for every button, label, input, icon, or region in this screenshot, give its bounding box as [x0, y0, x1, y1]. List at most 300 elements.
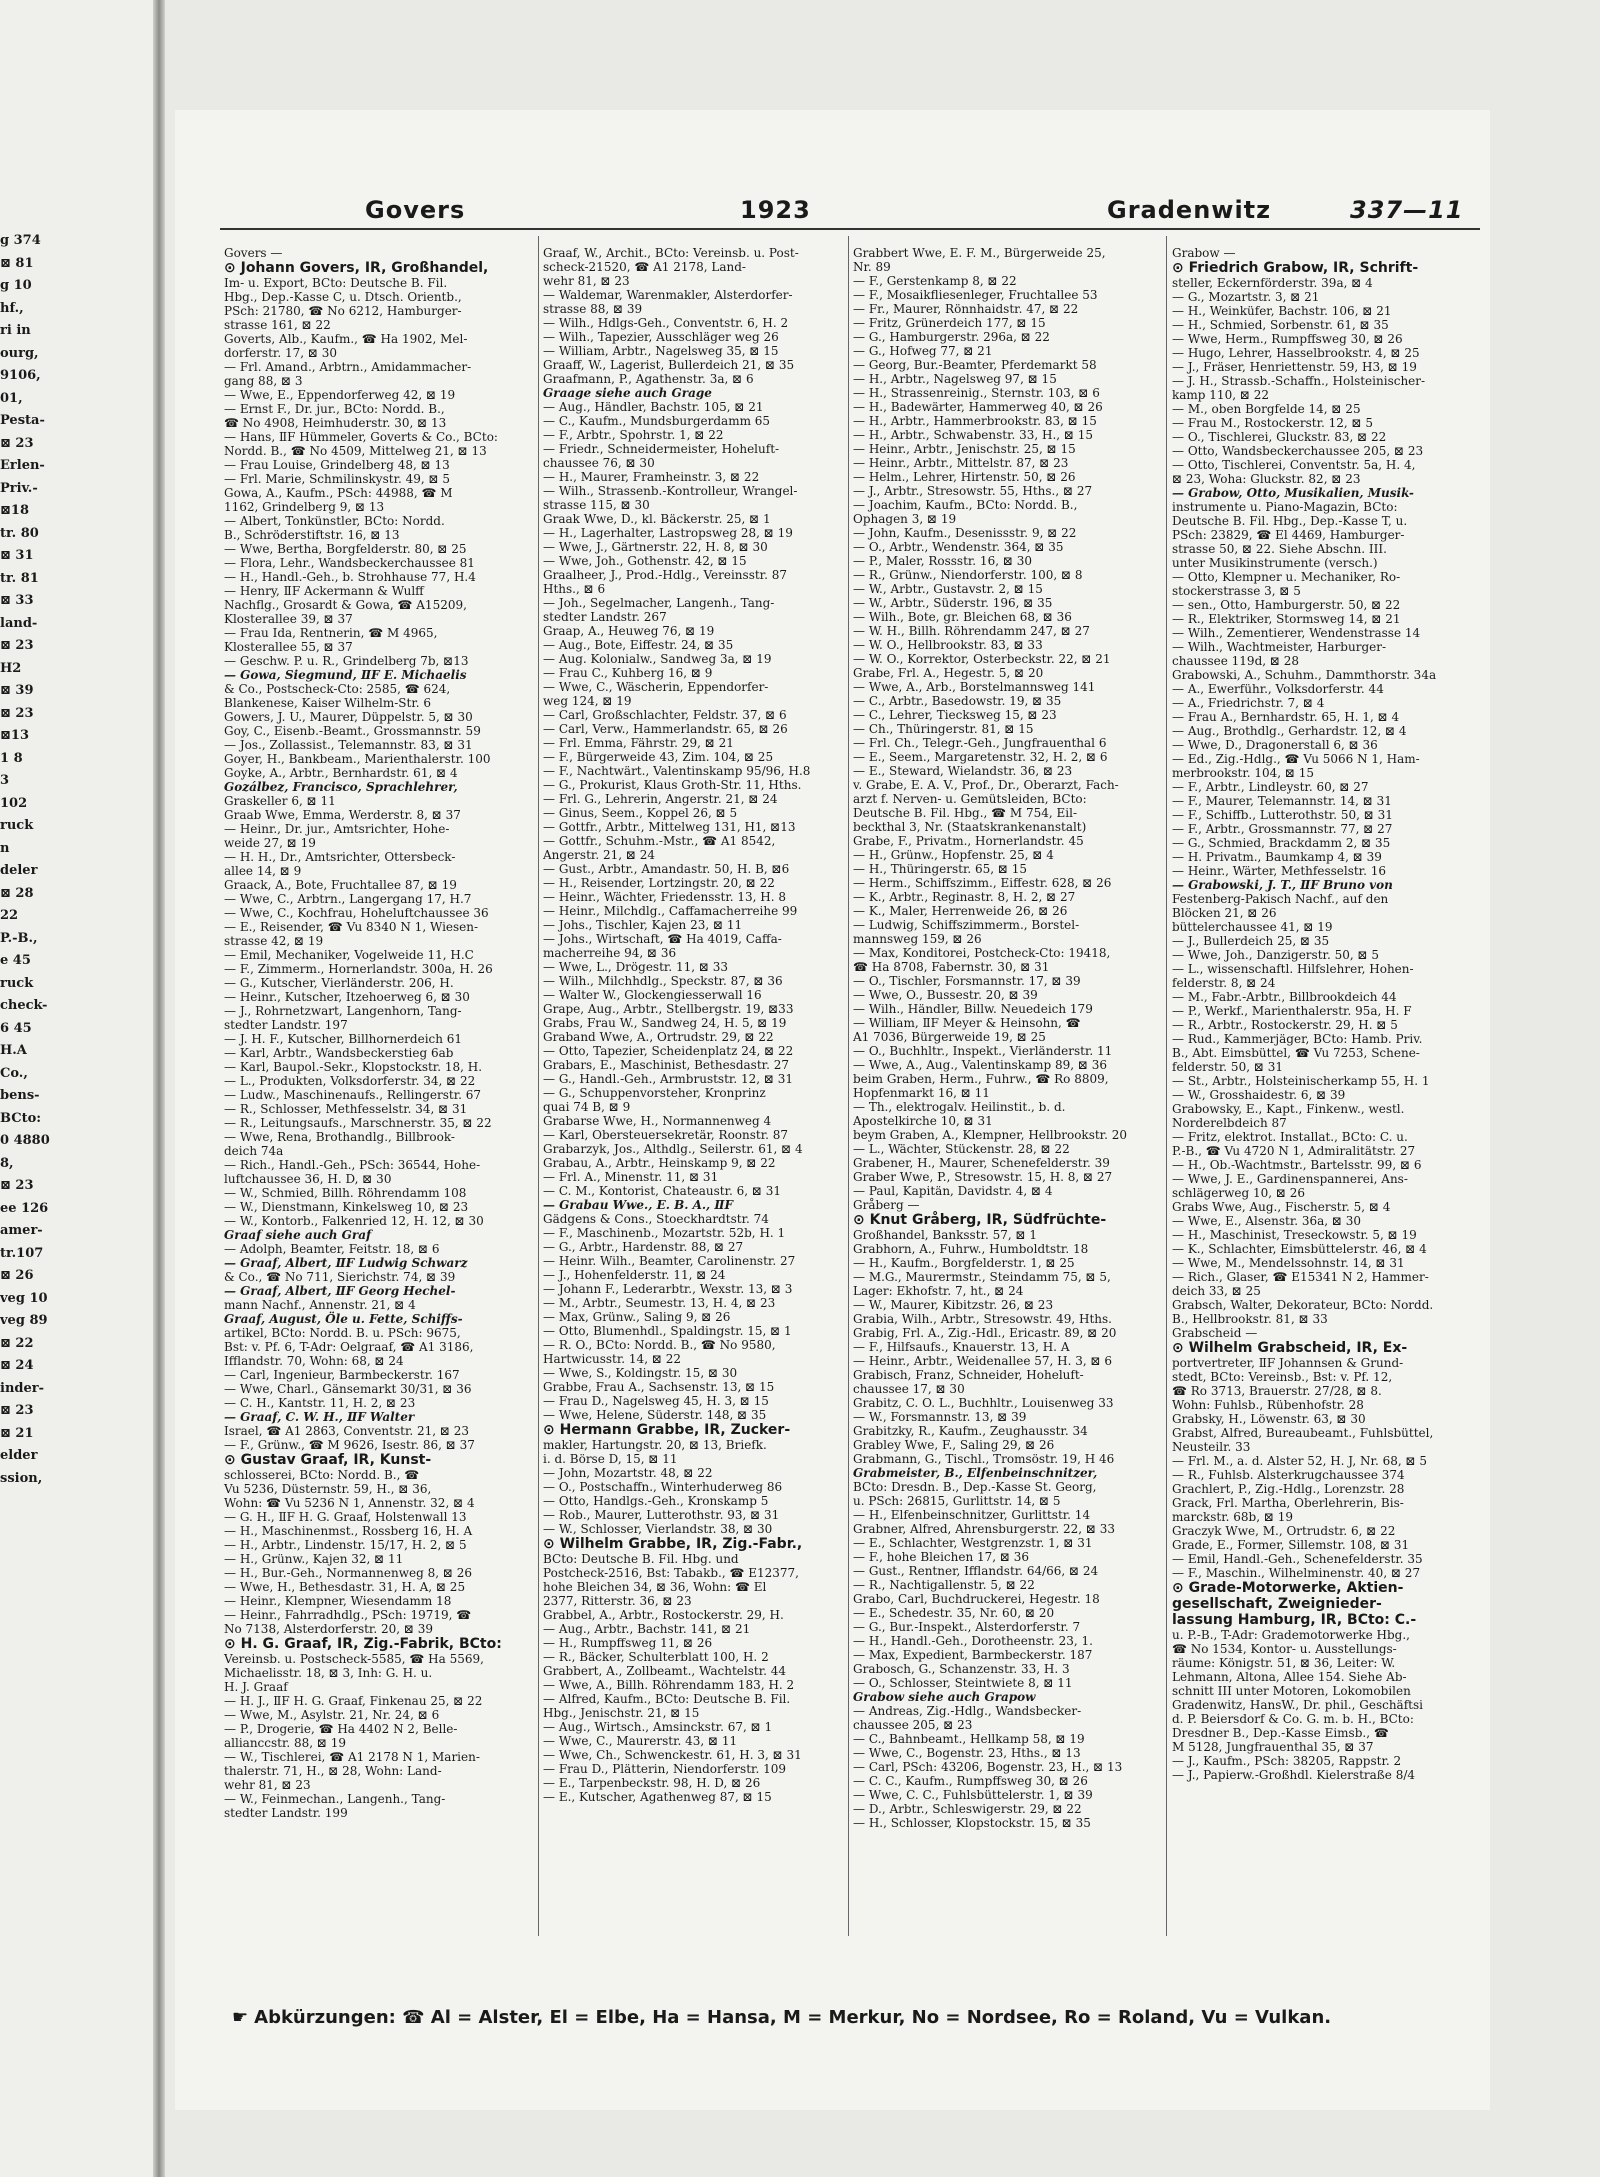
- previous-page-text-fragment: ⊠13: [0, 728, 29, 743]
- previous-page-text-fragment: hf.,: [0, 300, 24, 316]
- directory-entry-line: Im- u. Export, BCto: Deutsche B. Fil.: [224, 276, 448, 290]
- previous-page-text-fragment: ⊠ 23: [0, 1403, 34, 1418]
- previous-page-text-fragment: ⊠ 21: [0, 1425, 34, 1441]
- directory-entry-line: B., Abt. Eimsbüttel, ☎ Vu 7253, Schene-: [1172, 1046, 1420, 1060]
- directory-entry-line: büttelerchaussee 41, ⊠ 19: [1172, 920, 1333, 934]
- directory-entry-line: 1162, Grindelberg 9, ⊠ 13: [224, 500, 385, 514]
- previous-page-text-fragment: amer-: [0, 1223, 43, 1238]
- directory-entry-line: — Fritz, elektrot. Installat., BCto: C. u.: [1172, 1130, 1408, 1144]
- directory-entry-line: B., Schröderstiftstr. 16, ⊠ 13: [224, 528, 400, 542]
- previous-page-text-fragment: 8,: [0, 1155, 14, 1171]
- directory-entry-line: Grabbe, Frau A., Sachsenstr. 13, ⊠ 15: [543, 1380, 775, 1394]
- directory-entry-line: — G., Schmied, Brackdamm 2, ⊠ 35: [1172, 836, 1391, 850]
- directory-entry-line: Graafmann, P., Agathenstr. 3a, ⊠ 6: [543, 372, 754, 386]
- abbreviation-footer: [232, 2007, 1482, 2033]
- directory-entry-line: M 5128, Jungfrauenthal 35, ⊠ 37: [1172, 1740, 1374, 1754]
- directory-entry-line: — O., Buchhltr., Inspekt., Vierländerstr. 11: [853, 1044, 1113, 1058]
- directory-entry-line: — Grabow, Otto, Musikalien, Musik-: [1172, 486, 1414, 500]
- directory-entry-line: — Albert, Tonkünstler, BCto: Nordd.: [224, 514, 445, 528]
- directory-entry-line: Gädgens & Cons., Stoeckhardtstr. 74: [543, 1212, 769, 1226]
- directory-entry-line: Hbg., Dep.-Kasse C, u. Dtsch. Orientb.,: [224, 290, 462, 304]
- directory-entry-line: strasse 50, ⊠ 22. Siehe Abschn. III.: [1172, 542, 1387, 556]
- directory-entry-line: Grabbert, A., Zollbeamt., Wachtelstr. 44: [543, 1664, 787, 1678]
- directory-entry-line: Nordd. B., ☎ No 4509, Mittelweg 21, ⊠ 13: [224, 444, 487, 458]
- directory-entry-line: — Graaf, Albert, ⅡF Georg Hechel-: [224, 1284, 456, 1298]
- directory-entry-line: — C., Lehrer, Tiecksweg 15, ⊠ 23: [853, 708, 1057, 722]
- directory-entry-line: ⊙ Gustav Graaf, IR, Kunst-: [224, 1452, 432, 1468]
- previous-page-text-fragment: ⊠ 23: [0, 705, 34, 721]
- directory-entry-line: — Joachim, Kaufm., BCto: Nordd. B.,: [853, 498, 1078, 512]
- directory-entry-line: — H., Arbtr., Schwabenstr. 33, H., ⊠ 15: [853, 428, 1094, 442]
- previous-page-text-fragment: land-: [0, 615, 38, 631]
- directory-entry-line: — Wwe, A., Aug., Valentinskamp 89, ⊠ 36: [853, 1058, 1108, 1072]
- directory-entry-line: Graab Wwe, Emma, Werderstr. 8, ⊠ 37: [224, 808, 461, 822]
- previous-page-text-fragment: H2: [0, 660, 22, 676]
- previous-page-text-fragment: 01,: [0, 390, 23, 406]
- directory-entry-line: — Frau Ida, Rentnerin, ☎ M 4965,: [224, 626, 438, 640]
- directory-entry-line: & Co., ☎ No 711, Sierichstr. 74, ⊠ 39: [224, 1270, 456, 1284]
- previous-page-text-fragment: tr. 80: [0, 525, 39, 541]
- directory-entry-line: — H., Arbtr., Hammerbrookstr. 83, ⊠ 15: [853, 414, 1097, 428]
- directory-entry-line: — J. H. F., Kutscher, Billhornerdeich 61: [224, 1032, 463, 1046]
- directory-entry-line: allee 14, ⊠ 9: [224, 864, 302, 878]
- pointing-hand-icon: ☛: [232, 2007, 249, 2028]
- directory-entry-line: Grabst, Alfred, Bureaubeamt., Fuhlsbüttel,: [1172, 1426, 1434, 1440]
- directory-entry-line: — H., Strassenreinig., Sternstr. 103, ⊠ 6: [853, 386, 1100, 400]
- directory-entry-line: Grabia, Wilh., Arbtr., Stresowstr. 49, Hths.: [853, 1312, 1112, 1326]
- directory-entry-line: — Heinr., Dr. jur., Amtsrichter, Hohe-: [224, 822, 450, 836]
- directory-entry-line: — Ed., Zig.-Hdlg., ☎ Vu 5066 N 1, Ham-: [1172, 752, 1420, 766]
- directory-entry-line: — Frl. A., Minenstr. 11, ⊠ 31: [543, 1170, 719, 1184]
- directory-entry-line: Grabe, F., Privatm., Hornerlandstr. 45: [853, 834, 1084, 848]
- directory-entry-line: — R., Fuhlsb. Alsterkrugchaussee 374: [1172, 1468, 1405, 1482]
- directory-entry-line: — Walter W., Glockengiesserwall 16: [543, 988, 762, 1002]
- directory-entry-line: — W., Schmied, Billh. Röhrendamm 108: [224, 1186, 467, 1200]
- directory-entry-line: — H., Bur.-Geh., Normannenweg 8, ⊠ 26: [224, 1566, 472, 1580]
- directory-entry-line: räume: Königstr. 51, ⊠ 36, Leiter: W.: [1172, 1656, 1396, 1670]
- directory-entry-line: — Wwe, J. E., Gardinenspannerei, Ans-: [1172, 1172, 1408, 1186]
- directory-entry-line: Graaf siehe auch Graf: [224, 1228, 372, 1242]
- directory-entry-line: felderstr. 8, ⊠ 24: [1172, 976, 1276, 990]
- directory-entry-line: ⊙ Johann Govers, IR, Großhandel,: [224, 260, 489, 276]
- directory-entry-line: — Th., elektrogalv. Heilinstit., b. d.: [853, 1100, 1066, 1114]
- directory-entry-line: — A., Friedrichstr. 7, ⊠ 4: [1172, 696, 1325, 710]
- directory-entry-line: — Wwe, Charl., Gänsemarkt 30/31, ⊠ 36: [224, 1382, 472, 1396]
- directory-entry-line: artikel, BCto: Nordd. B. u. PSch: 9675,: [224, 1326, 461, 1340]
- previous-page-text-fragment: bens-: [0, 1088, 40, 1103]
- directory-entry-line: — C., Kaufm., Mundsburgerdamm 65: [543, 414, 771, 428]
- directory-entry-line: Grape, Aug., Arbtr., Stellbergstr. 19, ⊠33: [543, 1002, 794, 1016]
- directory-entry-line: — Wwe, E., Alsenstr. 36a, ⊠ 30: [1172, 1214, 1362, 1228]
- directory-entry-line: — G. H., ⅡF H. G. Graaf, Holstenwall 13: [224, 1510, 467, 1524]
- directory-entry-line: — G., Handl.-Geh., Armbruststr. 12, ⊠ 31: [543, 1072, 793, 1086]
- directory-entry-line: Grabau, A., Arbtr., Heinskamp 9, ⊠ 22: [543, 1156, 776, 1170]
- directory-entry-line: Grabbert Wwe, E. F. M., Bürgerweide 25,: [853, 246, 1106, 260]
- directory-entry-line: — W., Arbtr., Gustavstr. 2, ⊠ 15: [853, 582, 1043, 596]
- directory-entry-line: Angerstr. 21, ⊠ 24: [543, 848, 655, 862]
- previous-page-text-fragment: check-: [0, 998, 48, 1013]
- directory-entry-line: — Wwe, C., Kochfrau, Hoheluftchaussee 36: [224, 906, 489, 920]
- directory-entry-line: Graage siehe auch Grage: [543, 386, 712, 400]
- directory-entry-line: — R., Leitungsaufs., Marschnerstr. 35, ⊠ 22: [224, 1116, 492, 1130]
- directory-entry-line: ⊙ H. G. Graaf, IR, Zig.-Fabrik, BCto:: [224, 1636, 502, 1652]
- directory-entry-line: — H., Elfenbeinschnitzer, Gurlittstr. 14: [853, 1508, 1091, 1522]
- directory-entry-line: stedter Landstr. 199: [224, 1806, 348, 1820]
- directory-entry-line: Grabley Wwe, F., Saling 29, ⊠ 26: [853, 1438, 1055, 1452]
- directory-entry-line: Apostelkirche 10, ⊠ 31: [853, 1114, 993, 1128]
- directory-entry-line: Klosterallee 55, ⊠ 37: [224, 640, 353, 654]
- directory-entry-line: — Wwe, M., Mendelssohnstr. 14, ⊠ 31: [1172, 1256, 1405, 1270]
- previous-page-text-fragment: ⊠ 28: [0, 885, 34, 901]
- previous-page-text-fragment: ⊠ 81: [0, 255, 34, 271]
- directory-entry-line: stedter Landstr. 267: [543, 610, 667, 624]
- directory-entry-line: — E., Reisender, ☎ Vu 8340 N 1, Wiesen-: [224, 920, 479, 934]
- directory-entry-line: Hbg., Jenischstr. 21, ⊠ 15: [543, 1706, 700, 1720]
- directory-entry-line: — John, Mozartstr. 48, ⊠ 22: [543, 1466, 713, 1480]
- directory-entry-line: Grabmann, G., Tischl., Tromsöstr. 19, H 46: [853, 1452, 1115, 1466]
- directory-entry-line: — L., Produkten, Volksdorferstr. 34, ⊠ 22: [224, 1074, 476, 1088]
- directory-entry-line: chaussee 205, ⊠ 23: [853, 1718, 973, 1732]
- directory-entry-line: Bst: v. Pf. 6, T-Adr: Oelgraaf, ☎ A1 3186,: [224, 1340, 474, 1354]
- directory-entry-line: Wohn: Fuhlsb., Rübenhofstr. 28: [1172, 1398, 1364, 1412]
- directory-entry-line: P.-B., ☎ Vu 4720 N 1, Admiralitätstr. 27: [1172, 1144, 1416, 1158]
- directory-entry-line: — Fritz, Grünerdeich 177, ⊠ 15: [853, 316, 1046, 330]
- directory-entry-line: thalerstr. 71, H., ⊠ 28, Wohn: Land-: [224, 1764, 442, 1778]
- directory-entry-line: Lehmann, Altona, Allee 154. Siehe Ab-: [1172, 1670, 1407, 1684]
- previous-page-text-fragment: 6 45: [0, 1020, 32, 1036]
- directory-entry-line: — Karl, Baupol.-Sekr., Klopstockstr. 18, H.: [224, 1060, 483, 1074]
- directory-entry-line: Festenberg-Pakisch Nachf., auf den: [1172, 892, 1389, 906]
- directory-entry-line: — H., Lagerhalter, Lastropsweg 28, ⊠ 19: [543, 526, 793, 540]
- directory-entry-line: — F., Arbtr., Spohrstr. 1, ⊠ 22: [543, 428, 724, 442]
- directory-entry-line: — L., wissenschaftl. Hilfslehrer, Hohen-: [1172, 962, 1414, 976]
- directory-entry-line: Vereinsb. u. Postscheck-5585, ☎ Ha 5569,: [224, 1652, 484, 1666]
- directory-entry-line: — W., Tischlerei, ☎ A1 2178 N 1, Marien-: [224, 1750, 480, 1764]
- directory-entry-line: hohe Bleichen 34, ⊠ 36, Wohn: ☎ El: [543, 1580, 767, 1594]
- directory-entry-line: Gozálbez, Francisco, Sprachlehrer,: [224, 780, 458, 794]
- directory-entry-line: stedt, BCto: Vereinsb., Bst: v. Pf. 12,: [1172, 1370, 1393, 1384]
- directory-column-2: [543, 246, 843, 1946]
- directory-entry-line: chaussee 76, ⊠ 30: [543, 456, 655, 470]
- directory-entry-line: u. P.-B., T-Adr: Grademotorwerke Hbg.,: [1172, 1628, 1410, 1642]
- directory-entry-line: — Johann F., Lederarbtr., Wexstr. 13, ⊠ 3: [543, 1282, 793, 1296]
- directory-entry-line: ☎ No 1534, Kontor- u. Ausstellungs-: [1172, 1642, 1397, 1656]
- previous-page-text-fragment: inder-: [0, 1380, 44, 1396]
- directory-entry-line: — Otto, Tischlerei, Conventstr. 5a, H. 4,: [1172, 458, 1416, 472]
- directory-entry-line: H. J. Graaf: [224, 1680, 288, 1694]
- directory-entry-line: Grabs, Frau W., Sandweg 24, H. 5, ⊠ 19: [543, 1016, 787, 1030]
- header-year: 1923: [740, 196, 811, 224]
- directory-entry-line: — D., Arbtr., Schleswigerstr. 29, ⊠ 22: [853, 1802, 1082, 1816]
- directory-entry-line: Hopfenmarkt 16, ⊠ 11: [853, 1086, 990, 1100]
- directory-entry-line: — Aug., Bote, Eiffestr. 24, ⊠ 35: [543, 638, 734, 652]
- directory-entry-line: Graap, A., Heuweg 76, ⊠ 19: [543, 624, 715, 638]
- directory-entry-line: — Hans, ⅡF Hümmeler, Goverts & Co., BCto:: [224, 430, 498, 444]
- directory-entry-line: Grabarse Wwe, H., Normannenweg 4: [543, 1114, 772, 1128]
- directory-entry-line: — Wilh., Wachtmeister, Harburger-: [1172, 640, 1387, 654]
- directory-column-3: [853, 246, 1153, 1946]
- directory-entry-line: Grabe, Frl. A., Hegestr. 5, ⊠ 20: [853, 666, 1044, 680]
- previous-page-text-fragment: Co.,: [0, 1065, 28, 1081]
- directory-entry-line: Grabowsky, E., Kapt., Finkenw., westl.: [1172, 1102, 1405, 1116]
- directory-entry-line: Grack, Frl. Martha, Oberlehrerin, Bis-: [1172, 1496, 1404, 1510]
- directory-entry-line: Goy, C., Eisenb.-Beamt., Grossmannstr. 59: [224, 724, 481, 738]
- directory-entry-line: Graak Wwe, D., kl. Bäckerstr. 25, ⊠ 1: [543, 512, 771, 526]
- directory-entry-line: merbrookstr. 104, ⊠ 15: [1172, 766, 1315, 780]
- directory-entry-line: — Frau D., Nagelsweg 45, H. 3, ⊠ 15: [543, 1394, 769, 1408]
- directory-entry-line: Graband Wwe, A., Ortrudstr. 29, ⊠ 22: [543, 1030, 774, 1044]
- directory-entry-line: i. d. Börse D, 15, ⊠ 11: [543, 1452, 678, 1466]
- header-left-entry: Govers: [365, 196, 466, 224]
- previous-page-text-fragment: ⊠ 24: [0, 1358, 34, 1373]
- directory-entry-line: — E., Schedestr. 35, Nr. 60, ⊠ 20: [853, 1606, 1055, 1620]
- directory-entry-line: — H., Handl.-Geh., Dorotheenstr. 23, 1.: [853, 1634, 1093, 1648]
- directory-entry-line: — Heinr. Wilh., Beamter, Carolinenstr. 27: [543, 1254, 796, 1268]
- directory-entry-line: — Wilh., Milchhdlg., Speckstr. 87, ⊠ 36: [543, 974, 783, 988]
- directory-entry-line: ⊙ Wilhelm Grabscheid, IR, Ex-: [1172, 1340, 1408, 1356]
- directory-entry-line: — William, ⅡF Meyer & Heinsohn, ☎: [853, 1016, 1081, 1030]
- previous-page-text-fragment: ruck: [0, 975, 34, 991]
- directory-entry-line: Grade, E., Former, Sillemstr. 108, ⊠ 31: [1172, 1538, 1410, 1552]
- directory-entry-line: deich 33, ⊠ 25: [1172, 1284, 1261, 1298]
- directory-entry-line: — G., Mozartstr. 3, ⊠ 21: [1172, 290, 1320, 304]
- directory-entry-line: — K., Arbtr., Reginastr. 8, H. 2, ⊠ 27: [853, 890, 1076, 904]
- directory-entry-line: — Frl. Emma, Fährstr. 29, ⊠ 21: [543, 736, 734, 750]
- directory-entry-line: — Gottfr., Arbtr., Mittelweg 131, H1, ⊠13: [543, 820, 796, 834]
- directory-entry-line: — R., Nachtigallenstr. 5, ⊠ 22: [853, 1578, 1035, 1592]
- directory-entry-line: — F., Maschin., Wilhelminenstr. 40, ⊠ 27: [1172, 1566, 1421, 1580]
- directory-entry-line: — Heinr., Arbtr., Weidenallee 57, H. 3, ⊠ 6: [853, 1354, 1112, 1368]
- directory-entry-line: luftchaussee 36, H. D, ⊠ 30: [224, 1172, 392, 1186]
- directory-entry-line: makler, Hartungstr. 20, ⊠ 13, Briefk.: [543, 1438, 767, 1452]
- directory-entry-line: wehr 81, ⊠ 23: [543, 274, 630, 288]
- directory-entry-line: PSch: 21780, ☎ No 6212, Hamburger-: [224, 304, 462, 318]
- previous-page-text-fragment: 3: [0, 773, 10, 788]
- directory-entry-line: — F., Mosaikfliesenleger, Fruchtallee 53: [853, 288, 1098, 302]
- directory-entry-line: — F., Maschinenb., Mozartstr. 52b, H. 1: [543, 1226, 786, 1240]
- directory-entry-line: Grabig, Frl. A., Zig.-Hdl., Ericastr. 89, ⊠ 20: [853, 1326, 1117, 1340]
- directory-entry-line: — Frau Louise, Grindelberg 48, ⊠ 13: [224, 458, 450, 472]
- directory-entry-line: — Carl, PSch: 43206, Bogenstr. 23, H., ⊠ 13: [853, 1760, 1123, 1774]
- directory-entry-line: beym Graben, A., Klempner, Hellbrookstr. 20: [853, 1128, 1128, 1142]
- directory-entry-line: — Otto, Tapezier, Scheidenplatz 24, ⊠ 22: [543, 1044, 794, 1058]
- directory-entry-line: — H., Maurer, Framheinstr. 3, ⊠ 22: [543, 470, 760, 484]
- directory-entry-line: — Herm., Schiffszimm., Eiffestr. 628, ⊠ 26: [853, 876, 1112, 890]
- directory-entry-line: — F., Bürgerweide 43, Zim. 104, ⊠ 25: [543, 750, 774, 764]
- directory-entry-line: ⊙ Knut Gråberg, IR, Südfrüchte-: [853, 1212, 1107, 1228]
- directory-entry-line: — G., Arbtr., Hardenstr. 88, ⊠ 27: [543, 1240, 744, 1254]
- directory-entry-line: Grabosch, G., Schanzenstr. 33, H. 3: [853, 1662, 1070, 1676]
- directory-entry-line: — Carl, Verw., Hammerlandstr. 65, ⊠ 26: [543, 722, 788, 736]
- directory-entry-line: — St., Arbtr., Holsteinischerkamp 55, H. 1: [1172, 1074, 1430, 1088]
- directory-entry-line: — Wwe, A., Billh. Röhrendamm 183, H. 2: [543, 1678, 795, 1692]
- directory-entry-line: — J., Hohenfelderstr. 11, ⊠ 24: [543, 1268, 726, 1282]
- directory-entry-line: — Rich., Glaser, ☎ E15341 N 2, Hammer-: [1172, 1270, 1429, 1284]
- previous-page-text-fragment: ⊠ 23: [0, 435, 34, 451]
- directory-entry-line: Grabitzky, R., Kaufm., Zeughausstr. 34: [853, 1424, 1088, 1438]
- directory-entry-line: — Andreas, Zig.-Hdlg., Wandsbecker-: [853, 1704, 1082, 1718]
- directory-entry-line: — Rob., Maurer, Lutterothstr. 93, ⊠ 31: [543, 1508, 780, 1522]
- directory-entry-line: — O., Postschaffn., Winterhuderweg 86: [543, 1480, 783, 1494]
- directory-entry-line: stedter Landstr. 197: [224, 1018, 348, 1032]
- directory-entry-line: — F., hohe Bleichen 17, ⊠ 36: [853, 1550, 1030, 1564]
- directory-entry-line: — J., Kaufm., PSch: 38205, Rappstr. 2: [1172, 1754, 1402, 1768]
- directory-entry-line: — Emil, Mechaniker, Vogelweide 11, H.C: [224, 948, 474, 962]
- previous-page-text-fragment: ⊠ 23: [0, 1178, 34, 1193]
- previous-page-text-fragment: 102: [0, 795, 28, 811]
- previous-page-text-fragment: veg 89: [0, 1313, 48, 1328]
- directory-entry-line: — Ludw., Maschinenaufs., Rellingerstr. 67: [224, 1088, 482, 1102]
- directory-entry-line: — H. J., ⅡF H. G. Graaf, Finkenau 25, ⊠ 22: [224, 1694, 483, 1708]
- directory-entry-line: — Gust., Arbtr., Amandastr. 50, H. B, ⊠6: [543, 862, 790, 876]
- previous-page-text-fragment: ⊠ 39: [0, 683, 34, 698]
- directory-entry-line: — Karl, Arbtr., Wandsbeckerstieg 6ab: [224, 1046, 454, 1060]
- previous-page-text-fragment: ⊠ 22: [0, 1335, 34, 1351]
- directory-entry-line: — Flora, Lehr., Wandsbeckerchaussee 81: [224, 556, 475, 570]
- directory-entry-line: strasse 42, ⊠ 19: [224, 934, 324, 948]
- directory-entry-line: Grabs Wwe, Aug., Fischerstr. 5, ⊠ 4: [1172, 1200, 1391, 1214]
- directory-entry-line: Grabsky, H., Löwenstr. 63, ⊠ 30: [1172, 1412, 1366, 1426]
- directory-entry-line: — H., Weinküfer, Bachstr. 106, ⊠ 21: [1172, 304, 1392, 318]
- directory-entry-line: — W., Dienstmann, Kinkelsweg 10, ⊠ 23: [224, 1200, 469, 1214]
- directory-entry-line: Graack, A., Bote, Fruchtallee 87, ⊠ 19: [224, 878, 457, 892]
- directory-entry-line: — R., Elektriker, Stormsweg 14, ⊠ 21: [1172, 612, 1401, 626]
- previous-page-text-fragment: ⊠ 23: [0, 638, 34, 653]
- directory-entry-line: d. P. Beiersdorf & Co. G. m. b. H., BCto:: [1172, 1712, 1414, 1726]
- directory-entry-line: — Heinr., Wärter, Methfesselstr. 16: [1172, 864, 1386, 878]
- directory-entry-line: — Helm., Lehrer, Hirtenstr. 50, ⊠ 26: [853, 470, 1076, 484]
- directory-entry-line: — H., Reisender, Lortzingstr. 20, ⊠ 22: [543, 876, 775, 890]
- directory-entry-line: — H., Grünw., Kajen 32, ⊠ 11: [224, 1552, 404, 1566]
- directory-entry-line: — Max, Expedient, Barmbeckerstr. 187: [853, 1648, 1093, 1662]
- directory-entry-line: Blöcken 21, ⊠ 26: [1172, 906, 1277, 920]
- directory-entry-line: — J., Fräser, Henriettenstr. 59, H3, ⊠ 19: [1172, 360, 1417, 374]
- directory-entry-line: — Rich., Handl.-Geh., PSch: 36544, Hohe-: [224, 1158, 481, 1172]
- directory-entry-line: — Wwe, J., Gärtnerstr. 22, H. 8, ⊠ 30: [543, 540, 768, 554]
- directory-entry-line: — Wwe, Helene, Süderstr. 148, ⊠ 35: [543, 1408, 767, 1422]
- directory-entry-line: — O., Tischler, Forsmannstr. 17, ⊠ 39: [853, 974, 1081, 988]
- directory-entry-line: Grabo, Carl, Buchdruckerei, Hegestr. 18: [853, 1592, 1100, 1606]
- directory-entry-line: — Frau C., Kuhberg 16, ⊠ 9: [543, 666, 713, 680]
- directory-entry-line: Ophagen 3, ⊠ 19: [853, 512, 957, 526]
- directory-entry-line: — Rud., Kammerjäger, BCto: Hamb. Priv.: [1172, 1032, 1423, 1046]
- directory-entry-line: — Heinr., Klempner, Wiesendamm 18: [224, 1594, 452, 1608]
- directory-entry-line: — G., Hamburgerstr. 296a, ⊠ 22: [853, 330, 1050, 344]
- directory-entry-line: — W., Grosshaidestr. 6, ⊠ 39: [1172, 1088, 1346, 1102]
- directory-entry-line: — O., Arbtr., Wendenstr. 364, ⊠ 35: [853, 540, 1064, 554]
- directory-entry-line: — E., Seem., Margaretenstr. 32, H. 2, ⊠ 6: [853, 750, 1108, 764]
- directory-entry-line: strasse 88, ⊠ 39: [543, 302, 643, 316]
- previous-page-text-fragment: P.-B.,: [0, 930, 38, 946]
- directory-entry-line: — H., Ob.-Wachtmstr., Bartelsstr. 99, ⊠ 6: [1172, 1158, 1422, 1172]
- directory-entry-line: — H., Maschinenmst., Rossberg 16, H. A: [224, 1524, 473, 1538]
- directory-entry-line: unter Musikinstrumente (versch.): [1172, 556, 1378, 570]
- directory-column-4: [1172, 246, 1472, 1946]
- previous-page-text-fragment: Erlen-: [0, 458, 45, 473]
- directory-entry-line: Gradenwitz, HansW., Dr. phil., Geschäftsi: [1172, 1698, 1423, 1712]
- directory-entry-line: — Wwe, C., Bogenstr. 23, Hths., ⊠ 13: [853, 1746, 1081, 1760]
- directory-entry-line: — J., Rohrnetzwart, Langenhorn, Tang-: [224, 1004, 462, 1018]
- directory-entry-line: — Wwe, O., Bussestr. 20, ⊠ 39: [853, 988, 1038, 1002]
- directory-entry-line: — Georg, Bur.-Beamter, Pferdemarkt 58: [853, 358, 1097, 372]
- directory-entry-line: — Frau M., Rostockerstr. 12, ⊠ 5: [1172, 416, 1374, 430]
- directory-entry-line: — Joh., Segelmacher, Langenh., Tang-: [543, 596, 775, 610]
- directory-entry-line: — J., Arbtr., Stresowstr. 55, Hths., ⊠ 27: [853, 484, 1093, 498]
- directory-entry-line: — M., oben Borgfelde 14, ⊠ 25: [1172, 402, 1361, 416]
- directory-entry-line: — J., Papierw.-Großhdl. Kielerstraße 8/4: [1172, 1768, 1416, 1782]
- directory-entry-line: — R. O., BCto: Nordd. B., ☎ No 9580,: [543, 1338, 776, 1352]
- directory-entry-line: Neusteilr. 33: [1172, 1440, 1251, 1454]
- directory-entry-line: Govers —: [224, 246, 283, 260]
- directory-entry-line: — H., Schlosser, Klopstockstr. 15, ⊠ 35: [853, 1816, 1091, 1830]
- directory-entry-line: — W., Kontorb., Falkenried 12, H. 12, ⊠ 30: [224, 1214, 484, 1228]
- directory-entry-line: portvertreter, ⅡF Johannsen & Grund-: [1172, 1356, 1404, 1370]
- directory-entry-line: — R., Schlosser, Methfesselstr. 34, ⊠ 31: [224, 1102, 468, 1116]
- directory-entry-line: — Wilh., Zementierer, Wendenstrasse 14: [1172, 626, 1421, 640]
- directory-entry-line: Graczyk Wwe, M., Ortrudstr. 6, ⊠ 22: [1172, 1524, 1396, 1538]
- directory-entry-line: — Aug. Kolonialw., Sandweg 3a, ⊠ 19: [543, 652, 772, 666]
- directory-entry-line: — Wwe, S., Koldingstr. 15, ⊠ 30: [543, 1366, 738, 1380]
- previous-page-text-fragment: ourg,: [0, 345, 39, 361]
- directory-entry-line: — Heinr., Arbtr., Jenischstr. 25, ⊠ 15: [853, 442, 1076, 456]
- directory-entry-line: ⊙ Grade-Motorwerke, Aktien-: [1172, 1580, 1404, 1596]
- directory-entry-line: — Frl. M., a. d. Alster 52, H. J, Nr. 68, ⊠ 5: [1172, 1454, 1427, 1468]
- directory-entry-line: ⊙ Wilhelm Grabbe, IR, Zig.-Fabr.,: [543, 1536, 803, 1552]
- header-rule: [220, 228, 1480, 230]
- directory-entry-line: Gowers, J. U., Maurer, Düppelstr. 5, ⊠ 30: [224, 710, 473, 724]
- previous-page-text-fragment: ruck: [0, 818, 34, 833]
- column-divider: [1166, 236, 1167, 1936]
- directory-entry-line: — sen., Otto, Hamburgerstr. 50, ⊠ 22: [1172, 598, 1401, 612]
- directory-entry-line: — Wwe, C. C., Fuhlsbüttelerstr. 1, ⊠ 39: [853, 1788, 1093, 1802]
- directory-entry-line: Grabitz, C. O. L., Buchhltr., Louisenweg 33: [853, 1396, 1114, 1410]
- directory-entry-line: — Paul, Kapitän, Davidstr. 4, ⊠ 4: [853, 1184, 1053, 1198]
- directory-entry-line: — Otto, Klempner u. Mechaniker, Ro-: [1172, 570, 1401, 584]
- directory-entry-line: chaussee 119d, ⊠ 28: [1172, 654, 1300, 668]
- column-divider: [538, 236, 539, 1936]
- previous-page-text-fragment: ri in: [0, 323, 31, 338]
- directory-entry-line: Grabow —: [1172, 246, 1236, 260]
- directory-entry-line: — Wwe, C., Arbtrn., Langergang 17, H.7: [224, 892, 472, 906]
- directory-entry-line: — Fr., Maurer, Rönnhaidstr. 47, ⊠ 22: [853, 302, 1079, 316]
- directory-entry-line: ☎ No 4908, Heimhuderstr. 30, ⊠ 13: [224, 416, 447, 430]
- directory-entry-line: — M.G., Maurermstr., Steindamm 75, ⊠ 5,: [853, 1270, 1111, 1284]
- directory-entry-line: Grabow siehe auch Grapow: [853, 1690, 1036, 1704]
- directory-entry-line: — Frau D., Plätterin, Niendorferstr. 109: [543, 1762, 786, 1776]
- directory-entry-line: — Heinr., Kutscher, Itzehoerweg 6, ⊠ 30: [224, 990, 470, 1004]
- directory-entry-line: — Wilh., Strassenb.-Kontrolleur, Wrangel-: [543, 484, 798, 498]
- directory-entry-line: — Wwe, Herm., Rumpffsweg 30, ⊠ 26: [1172, 332, 1403, 346]
- directory-entry-line: — Karl, Obersteuersekretär, Roonstr. 87: [543, 1128, 789, 1142]
- directory-entry-line: Hartwicusstr. 14, ⊠ 22: [543, 1352, 681, 1366]
- directory-entry-line: — Gottfr., Schuhm.-Mstr., ☎ A1 8542,: [543, 834, 776, 848]
- directory-entry-line: — F., Gerstenkamp 8, ⊠ 22: [853, 274, 1017, 288]
- directory-entry-line: schlägerweg 10, ⊠ 26: [1172, 1186, 1306, 1200]
- directory-entry-line: beim Graben, Herm., Fuhrw., ☎ Ro 8809,: [853, 1072, 1109, 1086]
- directory-entry-line: — C. M., Kontorist, Chateaustr. 6, ⊠ 31: [543, 1184, 782, 1198]
- directory-entry-line: — R., Grünw., Niendorferstr. 100, ⊠ 8: [853, 568, 1083, 582]
- directory-entry-line: — H., Handl.-Geh., b. Strohhause 77, H.4: [224, 570, 476, 584]
- directory-entry-line: — G., Kutscher, Vierländerstr. 206, H.: [224, 976, 454, 990]
- directory-entry-line: — Otto, Handlgs.-Geh., Kronskamp 5: [543, 1494, 769, 1508]
- directory-entry-line: — Wwe, C., Maurerstr. 43, ⊠ 11: [543, 1734, 738, 1748]
- directory-entry-line: Gowa, A., Kaufm., PSch: 44988, ☎ M: [224, 486, 453, 500]
- directory-entry-line: quai 74 B, ⊠ 9: [543, 1100, 631, 1114]
- directory-entry-line: — H., Maschinist, Treseckowstr. 5, ⊠ 19: [1172, 1228, 1417, 1242]
- directory-entry-line: strasse 161, ⊠ 22: [224, 318, 331, 332]
- directory-entry-line: — William, Arbtr., Nagelsweg 35, ⊠ 15: [543, 344, 779, 358]
- column-divider: [848, 236, 849, 1936]
